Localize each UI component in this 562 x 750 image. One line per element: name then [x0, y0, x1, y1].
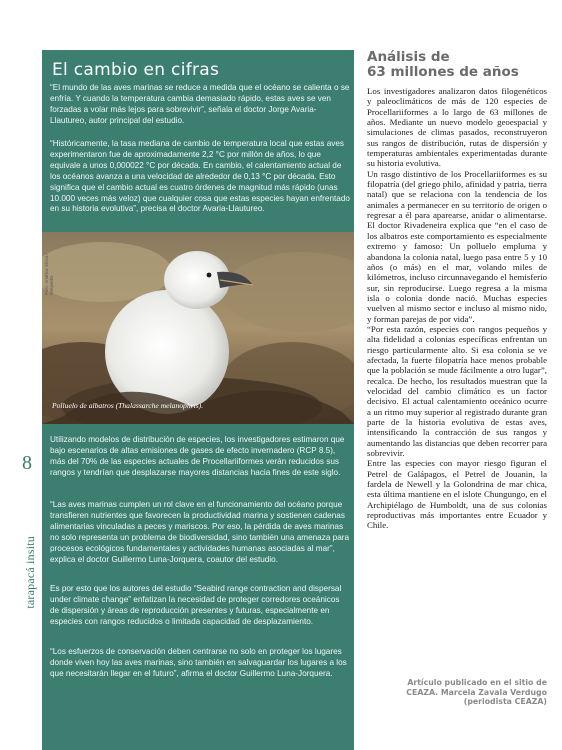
article-body	[367, 86, 547, 531]
figures-panel	[42, 50, 354, 750]
article-heading-line-2: 63 millones de años	[367, 64, 519, 80]
article-paragraph-2: Un rasgo distintivo de los Procellariiformes es su filopatría (del griego philo, afinidad y patria, tierra natal) que se relaciona con la tendencia de los animales a permanecer en su territorio de origen o regresar a él para aparearse, anidar o alimentarse. El doctor Rivadeneira explica que “en el caso de los albatros este comportamiento es especialmente extremo y famoso: Un polluelo empluma y abandona la colonia natal, luego pasa entre 5 y 10 años (o más) en el mar, volando miles de kilómetros, incluso circunnavegando el hemisferio sur, sin reproducirse. Luego regresa a la misma isla o colonia donde nació. Muchas especies vuelven al mismo sector e incluso al mismo nido, y forman parejas de por vida”.	[367, 168, 547, 324]
article-paragraph-4: Entre las especies con mayor riesgo figuran el Petrel de Galápagos, el Petrel de Jouanin, la fardela de Newell y la Golondrina de mar chica, esta última mantiene en el islote Chungungo, en el Archipiélago de Humboldt, una de sus colonias reproductivas más importantes entre Ecuador y Chile.	[367, 458, 547, 531]
side-strip	[0, 50, 42, 750]
photo-caption: Polluelo de albatros (Thalassarche melanophris).	[52, 401, 204, 410]
article-column	[367, 50, 552, 750]
credit-line-2: CEAZA. Marcela Zavala Verdugo	[406, 687, 547, 697]
panel-paragraph-1: “El mundo de las aves marinas se reduce a medida que el océano se calienta o se enfría. Y cuando la temperatura cambia demasiado rápido, estas aves se ven forzadas a volar más lejos para sobrevivir”, señala el doctor Jorge Avaria-Llautureo, autor principal del estudio.	[50, 83, 350, 125]
photo-credit: Foto: Andrew Shiva / Wikipedia	[44, 253, 54, 295]
panel-paragraph-2: “Históricamente, la tasa mediana de cambio de temperatura local que estas aves experimentaron fue de aproximadamente 2,2 °C por millón de años, lo que equivale a unos 0,000022 °C por década. En cambio, el calentamiento actual de los océanos avanza a una velocidad de alrededor de 0,13 °C por década. Esto significa que el cambio actual es cuatro órdenes de magnitud más rápido (unas 10.000 veces más veloz) que cualquier cosa que estas especies hayan enfrentado en su historia evolutiva”, precisa el doctor Avaria-Llautureo.	[50, 139, 350, 214]
article-heading-line-1: Análisis de	[367, 49, 450, 65]
panel-paragraph-5: Es por esto que los autores del estudio “Seabird range contraction and dispersal under climate change” enfatizan la necesidad de proteger corredores oceánicos de dispersión y áreas de reproducción presentes y futuras, especialmente en especies con rangos reducidos o limitada capacidad de desplazamiento.	[50, 584, 342, 626]
albatross-chick-photo	[42, 232, 354, 424]
panel-paragraph-3: Utilizando modelos de distribución de especies, los investigadores estimaron que bajo escenarios de altas emisiones de gases de efecto invernadero (RCP 8.5), más del 70% de las especies actuales de Procellariiformes verán reducidos sus rangos y tendrían que desplazarse mayores distancias hacia fines de este siglo.	[50, 435, 345, 477]
panel-paragraph-4: “Las aves marinas cumplen un rol clave en el funcionamiento del océano porque transfieren nutrientes que favorecen la productividad marina y sostienen cadenas alimentarias vinculadas a peces y mariscos. Por eso, la pérdida de aves marinas no solo representa un problema de biodiversidad, sino también una amenaza para procesos ecológicos fundamentales y actividades humanas asociadas al mar”, explica el doctor Guillermo Luna-Jorquera, coautor del estudio.	[50, 500, 350, 564]
albatross-photo-illustration	[42, 232, 354, 424]
article-credit	[367, 678, 547, 707]
credit-line-1: Artículo publicado en el sitio de	[407, 678, 547, 687]
magazine-name: tarapacá insitu	[23, 536, 37, 609]
panel-paragraph-6: “Los esfuerzos de conservación deben centrarse no solo en proteger los lugares donde viven hoy las aves marinas, sino también en salvaguardar los lugares a los que necesitarán llegar en el futuro”, afirma el doctor Guillermo Luna-Jorquera.	[50, 647, 347, 678]
article-paragraph-3: “Por esta razón, especies con rangos pequeños y alta fidelidad a colonias específicas enfrentan un riesgo particularmente alto. Si esa colonia se ve afectada, la fuerte filopatría hace menos probable que la población se mude fácilmente a otro lugar”, recalca. De hecho, los resultados muestran que la velocidad del cambio climático es un factor decisivo. El actual calentamiento oceánico ocurre a un ritmo muy superior al registrado durante gran parte de la historia evolutiva de estas aves, intensificando la contracción de sus rangos y aumentando las distancias que deben recorrer para sobrevivir.	[367, 323, 547, 459]
page-number: 8	[22, 452, 32, 474]
credit-line-3: (periodista CEAZA)	[463, 697, 547, 706]
article-heading	[367, 50, 552, 80]
panel-title: El cambio en cifras	[52, 60, 220, 80]
article-paragraph-1: Los investigadores analizaron datos filogenéticos y paleoclimáticos de más de 120 especies de Procellariiformes a lo largo de 63 millones de años. Mediante un nuevo modelo geoespacial y simulaciones de climas pasados, reconstruyeron sus rangos de distribución, rutas de dispersión y temperaturas ambientales experimentadas durante su historia evolutiva.	[367, 86, 547, 169]
